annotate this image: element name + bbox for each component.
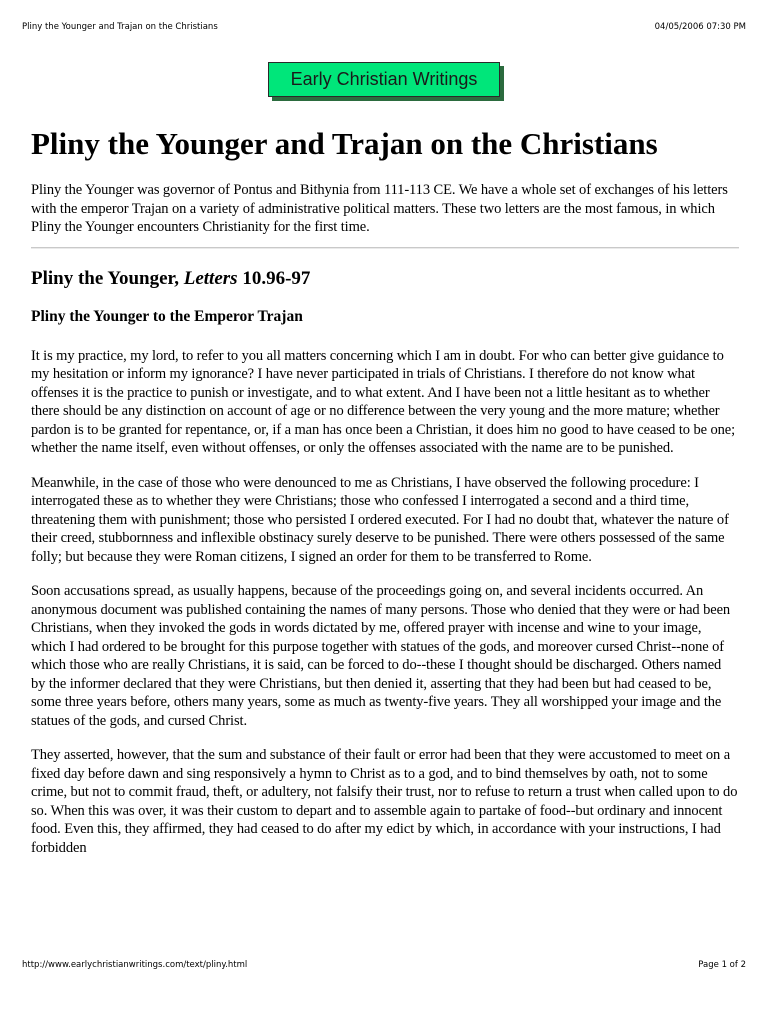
print-footer-page-info: Page 1 of 2	[698, 960, 746, 970]
early-christian-writings-banner-link[interactable]: Early Christian Writings	[268, 62, 500, 97]
section-heading-italic: Letters	[183, 267, 238, 289]
banner-container	[0, 62, 768, 97]
letter-subheading: Pliny the Younger to the Emperor Trajan	[31, 307, 303, 325]
section-heading-prefix: Pliny the Younger,	[31, 267, 184, 289]
letter-paragraph: Meanwhile, in the case of those who were denounced to me as Christians, I have observed the following procedure: I interrogated these as to whether they were Christians; those who confessed I interrogated a second and a third time, threatening them with punishment; those who persisted I ordered executed. For I had no doubt that, whatever the nature of their creed, stubbornness and inflexible obstinacy surely deserve to be punished. There were others possessed of the same folly; but because they were Roman citizens, I signed an order for them to be transferred to Rome.	[31, 474, 729, 565]
print-header-title: Pliny the Younger and Trajan on the Christians	[22, 22, 218, 32]
print-header-datetime: 04/05/2006 07:30 PM	[654, 22, 746, 32]
print-footer	[22, 960, 746, 970]
letter-paragraph: It is my practice, my lord, to refer to you all matters concerning which I am in doubt. For who can better give guidance to my hesitation or inform my ignorance? I have never participated in trials of Christians. I therefore do not know what offenses it is the practice to punish or investigate, and to what extent. And I have been not a little hesitant as to whether there should be any distinction on account of age or no difference between the very young and the more mature; whether pardon is to be granted for repentance, or, if a man has once been a Christian, it does him no good to have ceased to be one; whether the name itself, even without offenses, or only the offenses associated with the name are to be punished.	[31, 347, 736, 456]
letter-paragraph: Soon accusations spread, as usually happens, because of the proceedings going on, and several incidents occurred. An anonymous document was published containing the names of many persons. Those who denied that they were or had been Christians, when they invoked the gods in words dictated by me, offered prayer with incense and wine to your image, which I had ordered to be brought for this purpose together with statues of the gods, and moreover cursed Christ--none of which those who are really Christians, it is said, can be forced to do--these I thought should be discharged. Others named by the informer declared that they were Christians, but then denied it, asserting that they had been but had ceased to be, some three years before, others many years, some as much as twenty-five years. They all worshipped your image and the statues of the gods, and cursed Christ.	[31, 583, 731, 729]
divider	[31, 247, 739, 249]
print-footer-url: http://www.earlychristianwritings.com/text/pliny.html	[22, 960, 248, 970]
main-content	[31, 124, 739, 857]
section-heading	[31, 266, 739, 292]
letter-body	[31, 347, 739, 858]
print-header	[22, 22, 746, 32]
page-title: Pliny the Younger and Trajan on the Christians	[31, 126, 658, 161]
section-heading-suffix: 10.96-97	[237, 267, 311, 289]
intro-paragraph: Pliny the Younger was governor of Pontus and Bithynia from 111-113 CE. We have a whole set of exchanges of his letters with the emperor Trajan on a variety of administrative political matters. These two letters are the most famous, in which Pliny the Younger encounters Christianity for the first time.	[31, 182, 728, 235]
letter-paragraph: They asserted, however, that the sum and substance of their fault or error had been that they were accustomed to meet on a fixed day before dawn and sing responsively a hymn to Christ as to a god, and to bind themselves by oath, not to some crime, but not to commit fraud, theft, or adultery, not falsify their trust, nor to refuse to return a trust when called upon to do so. When this was over, it was their custom to depart and to assemble again to partake of food--but ordinary and innocent food. Even this, they affirmed, they had ceased to do after my edict by which, in accordance with your instructions, I had forbidden	[31, 747, 738, 856]
